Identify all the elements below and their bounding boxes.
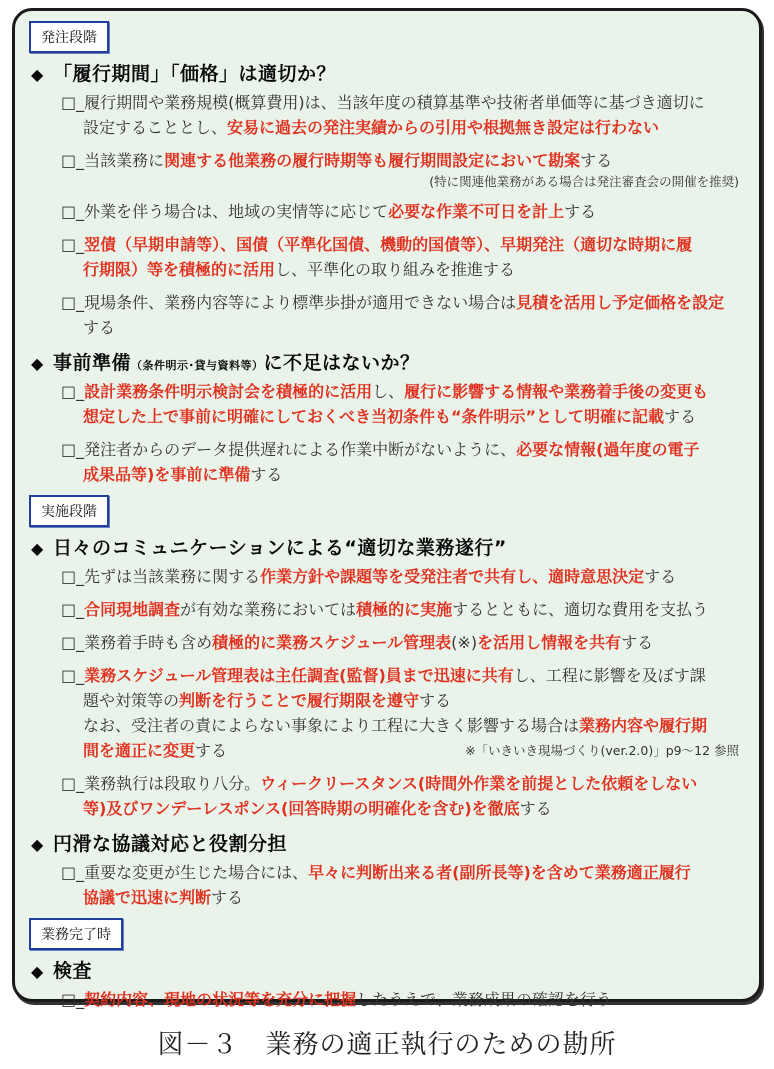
item-line [61,796,753,821]
emphasis-text: 等)及びワンデーレスポンス(回答時期の明確化を含む)を徹底 [83,799,520,818]
item-line [61,199,753,224]
diamond-bullet-icon: ◆ [31,65,44,84]
body-text: □_ [61,990,85,1009]
item-line [61,257,753,282]
checklist-item [61,437,753,487]
heading-text: 検査 [53,960,93,982]
section-heading [31,533,753,560]
checklist-item [61,148,753,191]
item-line [61,437,753,462]
emphasis-text: 協議で迅速に判断 [83,888,212,907]
item-line [61,564,753,589]
section-heading [31,348,753,375]
body-text: □_ [61,382,85,401]
body-text: 設定することとし、 [83,118,228,137]
emphasis-text: 翌債（早期申請等）、国債（平準化国債、機動的国債等）、早期発注（適切な時期に履 [84,235,693,254]
diamond-bullet-icon: ◆ [31,539,44,558]
emphasis-text: 業務スケジュール管理表は主任調査(監督)員まで迅速に共有 [84,666,514,685]
body-text: し、 [372,382,405,401]
checklist-content [29,21,753,1020]
emphasis-text: 安易に過去の発注実績からの引用や根拠無き設定は行わない [227,118,660,137]
item-line [61,713,753,738]
emphasis-text: 成果品等)を事前に準備 [83,465,251,484]
item-line [61,90,753,115]
item-line [61,404,753,429]
emphasis-text: 早々に判断出来る者(副所長等)を含めて業務適正履行 [308,863,691,882]
stage-label: 業務完了時 [29,918,123,950]
heading-text: 円滑な協議対応と役割分担 [53,833,288,855]
item-line [61,738,753,763]
section-heading [31,59,753,86]
item-line [61,987,753,1012]
emphasis-text: 積極的に実施 [356,600,453,619]
body-text: □_外業を伴う場合は、地域の実情等に応じて [61,202,389,221]
stage-label: 実施段階 [29,495,109,527]
body-text: する [519,799,552,818]
item-line [61,379,753,404]
body-text: □_当該業務に [61,151,165,170]
body-text: 題や対策等の [83,691,180,710]
item-line [61,860,753,885]
section-heading [31,956,753,983]
item-line [61,290,753,315]
emphasis-text: を活用し情報を共有 [477,633,622,652]
stage-section [29,21,753,487]
heading-text: 日々のコミュニケーションによる“適切な業務遂行” [53,537,507,559]
emphasis-text: 行期限）等を積極的に活用 [83,260,276,279]
emphasis-text: 履行に影響する情報や業務着手後の変更も [404,382,709,401]
heading-text: 事前準備 [53,352,132,374]
item-line [61,663,753,688]
item-line [61,173,753,191]
emphasis-text: 判断を行うことで履行期限を遵守 [179,691,420,710]
body-text: する [644,567,677,586]
item-line [61,688,753,713]
body-text: し、平準化の取り組みを推進する [275,260,516,279]
heading-tail: に不足はないか？ [263,352,420,374]
body-text: する [419,691,452,710]
body-text: し、工程に影響を及ぼす課 [513,666,706,685]
diamond-bullet-icon: ◆ [31,835,44,854]
emphasis-text: 必要な作業不可日を計上 [388,202,565,221]
body-text: □_ [61,235,85,254]
body-text: なお、受注者の責によらない事象により工程に大きく影響する場合は [83,716,580,735]
checklist-item [61,379,753,429]
emphasis-text: 契約内容、現地の状況等を充分に把握 [84,990,357,1009]
emphasis-text: 関連する他業務の履行時期等も履行期間設定において勘案 [164,151,581,170]
body-text: □_先ずは当該業務に関する [61,567,261,586]
body-text: □_重要な変更が生じた場合には、 [61,863,309,882]
body-text: する [250,465,283,484]
emphasis-text: 業務内容や履行期 [579,716,708,735]
emphasis-text: 積極的に業務スケジュール管理表 [212,633,452,652]
emphasis-text: 想定した上で事前に明確にしておくべき当初条件も“条件明示”として明確に記載 [83,407,665,426]
checklist-item [61,597,753,622]
checklist-item [61,232,753,282]
body-text: □_ [61,666,85,685]
checklist-item [61,90,753,140]
checklist-item [61,771,753,821]
item-line [61,885,753,910]
body-text: したうえで、業務成果の確認を行う [356,990,612,1009]
body-text: (特に関連他業務がある場合は発注審査会の開催を推奨) [429,174,739,189]
figure-caption: 図－３ 業務の適正執行のための勘所 [157,1030,617,1060]
body-text: する [83,318,116,337]
body-text: □_発注者からのデータ提供遅れによる作業中断がないように、 [61,440,517,459]
checklist-item [61,564,753,589]
body-text: する [621,633,654,652]
body-text: □_業務着手時も含め [61,633,213,652]
section-heading [31,829,753,856]
checklist-item [61,663,753,763]
heading-text: 「履行期間」「価格」は適切か？ [53,63,337,85]
body-text: するとともに、適切な費用を支払う [452,600,709,619]
item-line [61,771,753,796]
stage-section [29,918,753,1012]
body-text: する [195,741,228,760]
item-line [61,462,753,487]
checklist-item [61,290,753,340]
emphasis-text: 間を適正に変更 [83,741,196,760]
body-text: ※「いきいき現場づくり(ver.2.0)」p9～12 参照 [465,743,739,758]
item-line [61,630,753,655]
item-line [61,115,753,140]
checklist-panel [12,8,762,1009]
body-text: □_履行期間や業務規模(概算費用)は、当該年度の積算基準や技術者単価等に基づき適切に [61,93,705,112]
body-text: する [564,202,597,221]
emphasis-text: 作業方針や課題等を受発注者で共有し、適時意思決定 [260,567,645,586]
checklist-item [61,987,753,1012]
emphasis-text: ウィークリースタンス(時間外作業を前提とした依頼をしない [260,774,698,793]
diamond-bullet-icon: ◆ [31,354,44,373]
item-line [61,232,753,257]
checklist-item [61,199,753,224]
emphasis-text: 見積を活用し予定価格を設定 [516,293,725,312]
body-text: する [211,888,244,907]
heading-note: （条件明示･貸与資料等） [131,359,264,372]
item-line [61,315,753,340]
checklist-item [61,630,753,655]
item-line [61,148,753,173]
diamond-bullet-icon: ◆ [31,962,44,981]
body-text: □_現場条件、業務内容等により標準歩掛が適用できない場合は [61,293,517,312]
body-text: □_業務執行は段取り八分。 [61,774,261,793]
body-text: □_ [61,600,85,619]
emphasis-text: 必要な情報(過年度の電子 [516,440,700,459]
emphasis-text: 設計業務条件明示検討会を積極的に活用 [84,382,373,401]
checklist-item [61,860,753,910]
item-line [61,597,753,622]
body-text: する [580,151,613,170]
stage-section [29,495,753,910]
body-text: が有効な業務においては [180,600,357,619]
stage-label: 発注段階 [29,21,109,53]
body-text: (※) [451,633,478,652]
body-text: する [664,407,697,426]
emphasis-text: 合同現地調査 [84,600,181,619]
